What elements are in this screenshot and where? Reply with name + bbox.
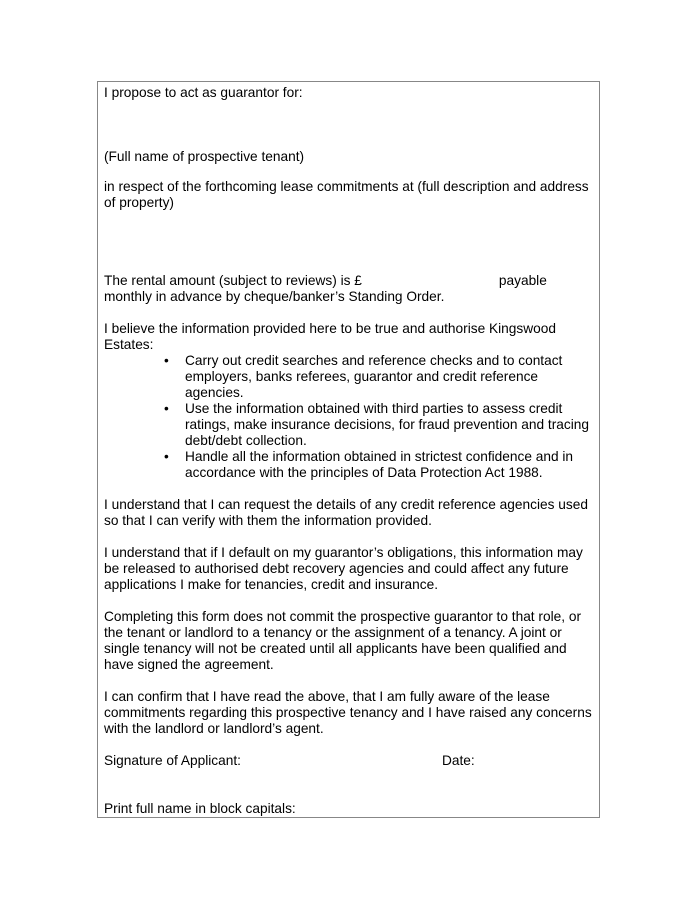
rental-amount-blank bbox=[362, 284, 499, 285]
property-description-caption: in respect of the forthcoming lease commitments at (full description and address of property) bbox=[104, 179, 589, 210]
authorise-bullet-list bbox=[104, 353, 594, 481]
rental-sentence-suffix: payable monthly in advance by cheque/banker’s Standing Order. bbox=[104, 273, 547, 304]
credit-reference-paragraph: I understand that I can request the details of any credit reference agencies used so that I can verify with them the information provided. bbox=[104, 497, 588, 528]
date-label: Date: bbox=[442, 753, 475, 768]
signature-label: Signature of Applicant: bbox=[104, 753, 241, 768]
guarantor-intro-text: I propose to act as guarantor for: bbox=[104, 85, 303, 100]
confirmation-paragraph: I can confirm that I have read the above, that I am fully aware of the lease commitments regarding this prospective tenancy and I have raised any concerns with the landlord or landlord’s agent. bbox=[104, 689, 592, 736]
rental-sentence-prefix: The rental amount (subject to reviews) is £ bbox=[104, 273, 362, 288]
form-commitment-paragraph: Completing this form does not commit the prospective guarantor to that role, or the tenant or landlord to a tenancy or the assignment of a tenancy. A joint or single tenancy will not be created until all applicants have been qualified and have signed the agreement. bbox=[104, 609, 582, 672]
list-item: • Handle all the information obtained in strictest confidence and in accordance with the principles of Data Protection Act 1988. bbox=[185, 449, 594, 481]
default-obligations-paragraph: I understand that if I default on my guarantor’s obligations, this information may be released to authorised debt recovery agencies and could affect any future applications I make for tenancies, credit and insurance. bbox=[104, 545, 583, 592]
authorise-intro-text: I believe the information provided here to be true and authorise Kingswood Estates: bbox=[104, 321, 556, 352]
print-name-label: Print full name in block capitals: bbox=[104, 801, 296, 816]
tenant-name-caption: (Full name of prospective tenant) bbox=[104, 149, 305, 164]
list-item: • Use the information obtained with third parties to assess credit ratings, make insurance decisions, for fraud prevention and tracing debt/debt collection. bbox=[185, 401, 594, 449]
list-item: • Carry out credit searches and reference checks and to contact employers, banks referees, guarantor and credit reference agencies. bbox=[185, 353, 594, 401]
rental-amount-sentence bbox=[104, 273, 594, 305]
signature-row bbox=[104, 753, 594, 769]
guarantor-declaration-box bbox=[97, 81, 600, 818]
